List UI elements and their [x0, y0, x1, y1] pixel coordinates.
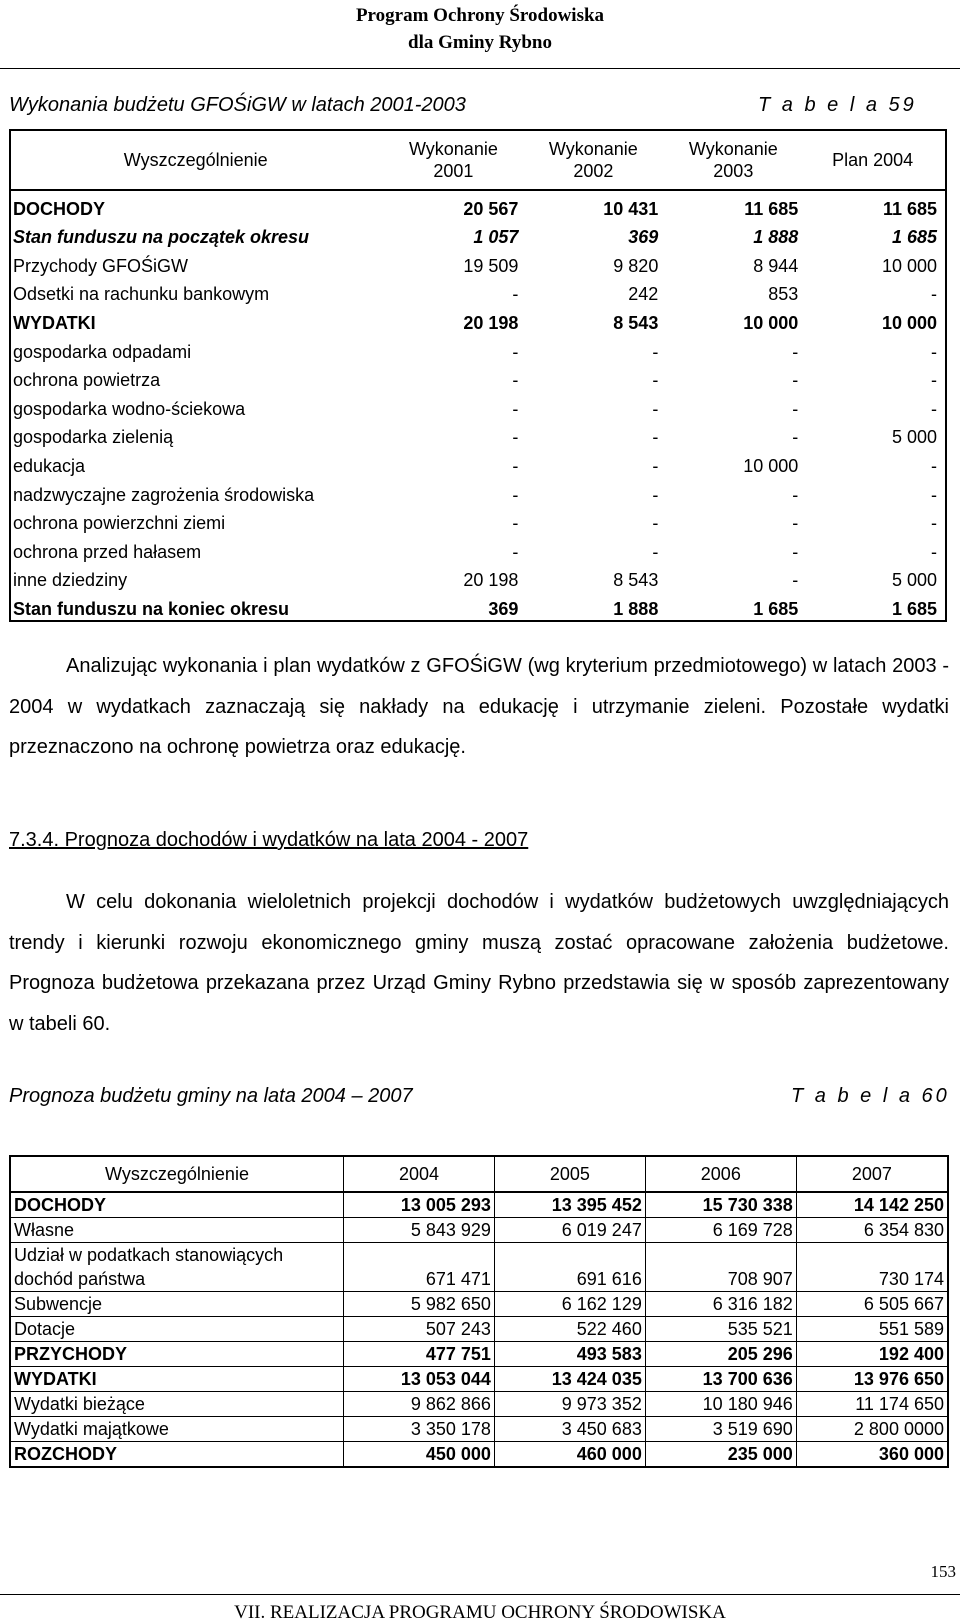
table-cell: -: [792, 484, 799, 505]
table-cell: 730 174: [796, 1243, 948, 1292]
table-cell: 13 976 650: [796, 1367, 948, 1392]
table59: [9, 129, 947, 622]
row-label: ochrona przed hałasem: [13, 541, 202, 562]
table59-header-text: Wykonanie: [548, 139, 638, 159]
table-cell: 192 400: [796, 1342, 948, 1367]
table-cell: -: [792, 570, 799, 591]
table-cell: 11 174 650: [796, 1392, 948, 1417]
row-label: gospodarka zielenią: [13, 427, 174, 448]
table-row: [10, 363, 946, 392]
table-cell: 3 519 690: [645, 1417, 796, 1442]
table-cell: 20 198: [463, 312, 519, 333]
row-label: WYDATKI: [13, 312, 96, 333]
row-label: DOCHODY: [10, 1192, 344, 1218]
row-label: Stan funduszu na początek okresu: [13, 227, 310, 248]
table-cell: -: [792, 541, 799, 562]
table59-header-text: Wykonanie: [408, 139, 498, 159]
table-row: [10, 248, 946, 277]
table-cell: 13 424 035: [494, 1367, 645, 1392]
table-cell: 13 700 636: [645, 1367, 796, 1392]
table-cell: 11 685: [882, 198, 937, 219]
table59-header-row: [10, 130, 946, 190]
table-cell: 8 543: [613, 312, 659, 333]
table-cell: -: [512, 341, 519, 362]
table-cell: 1 888: [753, 227, 799, 248]
table60: [9, 1155, 949, 1468]
table60-header-cell: Wyszczególnienie: [10, 1156, 344, 1192]
row-label: ochrona powierzchni ziemi: [13, 513, 226, 534]
table-cell: -: [792, 513, 799, 534]
row-label: Przychody GFOŚiGW: [13, 255, 189, 276]
row-label: Odsetki na rachunku bankowym: [13, 284, 270, 305]
row-label: gospodarka odpadami: [13, 341, 192, 362]
table-cell: 522 460: [494, 1317, 645, 1342]
page-number: 153: [930, 1562, 956, 1581]
table-cell: -: [931, 513, 937, 534]
table-cell: 13 395 452: [494, 1192, 645, 1218]
row-label: Udział w podatkach stanowiących dochód państwa: [10, 1243, 344, 1292]
table-cell: -: [931, 398, 937, 419]
table-cell: -: [792, 370, 799, 391]
table-cell: -: [512, 284, 519, 305]
row-label: Własne: [10, 1218, 344, 1243]
header-line-2: dla Gminy Rybno: [408, 32, 552, 53]
table-cell: 6 019 247: [494, 1218, 645, 1243]
paragraph-2-text: W celu dokonania wieloletnich projekcji dochodów i wydatków budżetowych uwzględniających trendy i kierunki rozwoju ekonomicznego gminy muszą zostać opracowane założenia budżetowe. Prognoza budżetowa przekazana przez Urząd Gminy Rybno przedstawia się w sposób zaprezentowany w tabeli 60.: [9, 891, 949, 1035]
table-row: [10, 1243, 948, 1292]
table59-header-cell: [10, 130, 386, 190]
row-label: WYDATKI: [10, 1367, 344, 1392]
table-row: [10, 305, 946, 334]
table-cell: -: [652, 398, 659, 419]
table-row: [10, 1442, 948, 1468]
table-cell: 691 616: [494, 1243, 645, 1292]
table-cell: -: [652, 370, 659, 391]
table-row: [10, 420, 946, 449]
table60-header-cell: 2006: [645, 1156, 796, 1192]
table59-header-text: 2001: [433, 161, 474, 181]
table-cell: 11 685: [744, 198, 799, 219]
table-row: [10, 1342, 948, 1367]
table-cell: 8 543: [613, 570, 659, 591]
table59-header-cell: [386, 130, 526, 190]
table-cell: 853: [768, 284, 799, 305]
table60-label: T a b e l a 60: [791, 1085, 950, 1107]
table-cell: -: [512, 455, 519, 476]
section-heading: 7.3.4. Prognoza dochodów i wydatków na lata 2004 - 2007: [9, 829, 529, 851]
table-cell: -: [512, 513, 519, 534]
table-cell: 369: [628, 227, 659, 248]
table-cell: -: [931, 484, 937, 505]
table-cell: 20 567: [463, 198, 519, 219]
row-label: Stan funduszu na koniec okresu: [13, 598, 290, 619]
table-cell: 8 944: [753, 255, 799, 276]
table-cell: 9 820: [613, 255, 659, 276]
table-cell: 1 057: [473, 227, 519, 248]
header-line-1: Program Ochrony Środowiska: [355, 5, 605, 26]
table-cell: -: [931, 284, 937, 305]
table-cell: 6 354 830: [796, 1218, 948, 1243]
table-row: [10, 391, 946, 420]
table-cell: 9 862 866: [344, 1392, 495, 1417]
paragraph-2: [9, 882, 949, 1044]
table60-header-cell: 2005: [494, 1156, 645, 1192]
row-label: Dotacje: [10, 1317, 344, 1342]
table-cell: 493 583: [494, 1342, 645, 1367]
table-cell: 10 180 946: [645, 1392, 796, 1417]
table59-header-text: 2002: [573, 161, 614, 181]
table-row: [10, 534, 946, 563]
table-cell: -: [652, 513, 659, 534]
table-cell: -: [652, 541, 659, 562]
table-cell: 5 982 650: [344, 1292, 495, 1317]
table-cell: 10 000: [743, 312, 799, 333]
table-row: [10, 277, 946, 306]
table-cell: 369: [488, 598, 519, 619]
table-row: [10, 1292, 948, 1317]
table-row: [10, 1417, 948, 1442]
table-cell: 1 888: [613, 598, 659, 619]
table-cell: -: [512, 398, 519, 419]
table-cell: 5 843 929: [344, 1218, 495, 1243]
table-cell: 3 350 178: [344, 1417, 495, 1442]
table-row: [10, 563, 946, 592]
table-cell: 551 589: [796, 1317, 948, 1342]
table-cell: -: [512, 541, 519, 562]
row-label: DOCHODY: [13, 198, 106, 219]
table-cell: 507 243: [344, 1317, 495, 1342]
table-cell: 13 053 044: [344, 1367, 495, 1392]
table-cell: -: [931, 341, 937, 362]
table-cell: -: [652, 427, 659, 448]
table-cell: 1 685: [753, 598, 799, 619]
table-cell: 14 142 250: [796, 1192, 948, 1218]
table-row: [10, 190, 946, 220]
footer-rule: [0, 1594, 960, 1595]
table-row: [10, 1367, 948, 1392]
row-label: inne dziedziny: [13, 570, 128, 591]
table-cell: 242: [628, 284, 659, 305]
table-cell: -: [652, 484, 659, 505]
table59-header-text: Plan 2004: [832, 150, 914, 170]
table-row: [10, 448, 946, 477]
table-cell: 360 000: [796, 1442, 948, 1468]
table59-header-cell: [666, 130, 806, 190]
table-cell: 6 169 728: [645, 1218, 796, 1243]
table-cell: 1 685: [891, 598, 937, 619]
table-row: [10, 1218, 948, 1243]
table-cell: 6 162 129: [494, 1292, 645, 1317]
table-cell: -: [931, 541, 937, 562]
table-cell: -: [512, 370, 519, 391]
table60-header-cell: 2004: [344, 1156, 495, 1192]
table-row: [10, 1192, 948, 1218]
table-cell: 20 198: [463, 570, 519, 591]
table-cell: -: [652, 341, 659, 362]
table-cell: -: [931, 455, 937, 476]
table59-header-cell: [526, 130, 666, 190]
table-cell: -: [792, 427, 799, 448]
table-cell: 235 000: [645, 1442, 796, 1468]
table-cell: 477 751: [344, 1342, 495, 1367]
table-cell: 10 000: [881, 255, 937, 276]
table-cell: 2 800 0000: [796, 1417, 948, 1442]
table-cell: -: [792, 398, 799, 419]
table-cell: 5 000: [891, 570, 937, 591]
header-rule: [0, 68, 960, 69]
table-cell: 671 471: [344, 1243, 495, 1292]
table-cell: 6 316 182: [645, 1292, 796, 1317]
row-label: PRZYCHODY: [10, 1342, 344, 1367]
table-cell: 10 000: [743, 455, 799, 476]
table-row: [10, 477, 946, 506]
table-cell: -: [512, 484, 519, 505]
row-label: Wydatki majątkowe: [10, 1417, 344, 1442]
table-cell: 10 000: [881, 312, 937, 333]
table-cell: 6 505 667: [796, 1292, 948, 1317]
paragraph-1: [9, 646, 949, 768]
table59-label: T a b e l a 59: [758, 94, 917, 116]
table59-header-text: 2003: [713, 161, 754, 181]
row-label: ochrona powietrza: [13, 370, 161, 391]
table59-caption: Wykonania budżetu GFOŚiGW w latach 2001-2003: [9, 94, 466, 116]
table-cell: -: [652, 455, 659, 476]
table-cell: 450 000: [344, 1442, 495, 1468]
row-label: Subwencje: [10, 1292, 344, 1317]
table-row: [10, 506, 946, 535]
table-cell: 10 431: [603, 198, 659, 219]
row-label: gospodarka wodno-ściekowa: [13, 398, 246, 419]
table60-header-row: [10, 1156, 948, 1192]
table-cell: 535 521: [645, 1317, 796, 1342]
table-row: [10, 1317, 948, 1342]
table60-caption: Prognoza budżetu gminy na lata 2004 – 2007: [9, 1085, 413, 1107]
table-row: [10, 1392, 948, 1417]
row-label: nadzwyczajne zagrożenia środowiska: [13, 484, 315, 505]
table-row: [10, 220, 946, 249]
table59-header-text: Wyszczególnienie: [123, 150, 268, 170]
table-cell: 19 509: [463, 255, 519, 276]
row-label: edukacja: [13, 455, 86, 476]
table-cell: 13 005 293: [344, 1192, 495, 1218]
table60-header-cell: 2007: [796, 1156, 948, 1192]
table-cell: 9 973 352: [494, 1392, 645, 1417]
table-cell: 1 685: [891, 227, 937, 248]
table-cell: 708 907: [645, 1243, 796, 1292]
row-label: Wydatki bieżące: [10, 1392, 344, 1417]
table-cell: 460 000: [494, 1442, 645, 1468]
table-cell: 205 296: [645, 1342, 796, 1367]
page-footer: VII. REALIZACJA PROGRAMU OCHRONY ŚRODOWISKA: [234, 1602, 726, 1623]
table-row: [10, 591, 946, 621]
paragraph-1-text: Analizując wykonania i plan wydatków z GFOŚiGW (wg kryterium przedmiotowego) w latach 2003 - 2004 w wydatkach zaznaczają się nakłady na edukację i utrzymanie zieleni. Pozostałe wydatki przeznaczono na ochronę powietrza oraz edukację.: [9, 655, 949, 758]
row-label: ROZCHODY: [10, 1442, 344, 1468]
table-cell: -: [512, 427, 519, 448]
table-cell: -: [792, 341, 799, 362]
table-cell: 5 000: [891, 427, 937, 448]
table-cell: 15 730 338: [645, 1192, 796, 1218]
table-cell: -: [931, 370, 937, 391]
table-row: [10, 334, 946, 363]
table59-header-cell: [806, 130, 946, 190]
table59-header-text: Wykonanie: [688, 139, 778, 159]
table-cell: 3 450 683: [494, 1417, 645, 1442]
page-header: [0, 2, 960, 56]
